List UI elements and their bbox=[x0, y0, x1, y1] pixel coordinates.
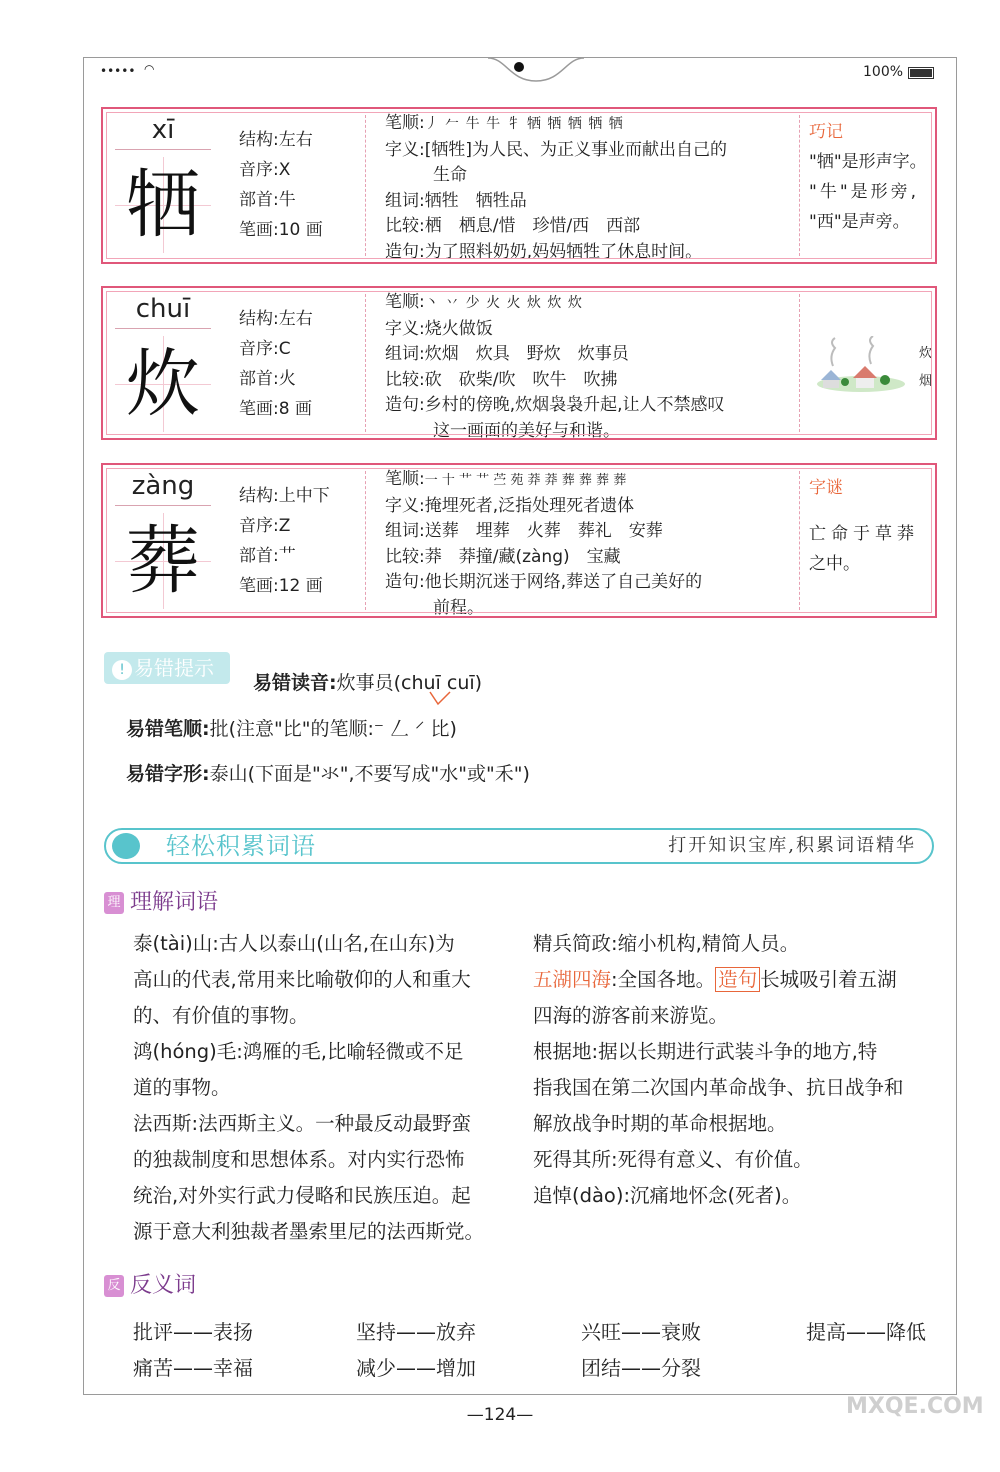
char-strokes: 笔画:10 画 bbox=[239, 220, 323, 240]
char-info bbox=[239, 125, 323, 245]
char-radical: 部首:艹 bbox=[239, 546, 296, 566]
tip-reading-text: 炊事员(chuī cuī) bbox=[336, 672, 483, 694]
tip-stroke bbox=[126, 714, 457, 741]
entry-line: 四海的游客前来游览。 bbox=[533, 1004, 729, 1027]
antonym-pair: 兴旺——衰败 bbox=[581, 1320, 701, 1344]
section-banner bbox=[104, 828, 934, 864]
meaning: 字义:掩埋死者,泛指处理死者遗体 bbox=[385, 495, 635, 516]
entry-line: 统治,对外实行武力侵略和民族压迫。起 bbox=[133, 1184, 471, 1207]
entry-line: 指我国在第二次国内革命战争、抗日战争和 bbox=[533, 1076, 904, 1099]
riddle-line: 之中。 bbox=[809, 554, 860, 574]
riddle-tag: 字谜 bbox=[809, 478, 843, 498]
char-sound-order: 音序:Z bbox=[239, 516, 291, 536]
riddle bbox=[809, 473, 933, 579]
sentence-cont: 这一画面的美好与和谐。 bbox=[433, 420, 620, 441]
entry-line: 精兵简政:缩小机构,精简人员。 bbox=[533, 932, 800, 955]
divider bbox=[799, 115, 800, 256]
stroke-order: 丶 丷 少 火 火 炏 炊 炊 bbox=[424, 295, 583, 311]
divider bbox=[799, 471, 800, 610]
understand-right-column bbox=[533, 926, 937, 1214]
status-bar bbox=[100, 64, 940, 84]
sentence-cont: 前程。 bbox=[433, 597, 484, 618]
char-card-chui bbox=[101, 286, 937, 440]
mnemonic-line: "西"是声旁。 bbox=[809, 212, 910, 232]
char-column bbox=[103, 465, 221, 616]
char-structure: 结构:左右 bbox=[239, 130, 313, 150]
example-sentence: 长城吸引着五湖 bbox=[760, 968, 897, 991]
antonym-pair: 提高——降低 bbox=[806, 1320, 926, 1344]
char-sound-order: 音序:C bbox=[239, 339, 291, 359]
divider bbox=[365, 471, 366, 610]
wifi-icon: ◠ bbox=[144, 62, 155, 76]
entry-line: 高山的代表,常用来比喻敬仰的人和重大 bbox=[133, 968, 471, 991]
village-smoke-illustration bbox=[813, 336, 909, 396]
tip-form bbox=[126, 759, 530, 786]
alert-icon: ! bbox=[112, 660, 132, 680]
section-icon: 理 bbox=[104, 892, 124, 914]
char-details bbox=[385, 290, 785, 444]
understand-title: 理解词语 bbox=[130, 890, 219, 915]
divider bbox=[799, 294, 800, 432]
term-definition: :全国各地。 bbox=[611, 968, 716, 991]
pinyin-rule bbox=[115, 328, 211, 329]
stroke-order-row bbox=[385, 467, 785, 494]
signal-icon: ••••• bbox=[100, 64, 136, 78]
mnemonic-line: "牛"是形旁, bbox=[809, 182, 920, 202]
antonyms-heading bbox=[104, 1268, 196, 1299]
banner-title: 轻松积累词语 bbox=[166, 832, 316, 860]
char-structure: 结构:左右 bbox=[239, 309, 313, 329]
char-card-xi bbox=[101, 107, 937, 264]
antonym-pair: 批评——表扬 bbox=[133, 1320, 253, 1344]
mnemonic bbox=[809, 117, 933, 237]
sentence-tag: 造句 bbox=[715, 967, 760, 992]
page-number: —124— bbox=[466, 1405, 534, 1425]
battery-level: 100% bbox=[863, 64, 904, 80]
section-icon: 反 bbox=[104, 1275, 124, 1297]
understand-left-column bbox=[133, 926, 513, 1250]
entry-line: 泰(tài)山:古人以泰山(山名,在山东)为 bbox=[133, 932, 455, 955]
char-details bbox=[385, 111, 785, 265]
char-glyph: 牺 bbox=[115, 157, 211, 253]
pinyin-rule bbox=[115, 505, 211, 506]
word-group: 组词:炊烟 炊具 野炊 炊事员 bbox=[385, 344, 629, 364]
entry-line: 死得其所:死得有意义、有价值。 bbox=[533, 1148, 813, 1171]
char-info bbox=[239, 481, 330, 601]
char-column bbox=[103, 109, 221, 262]
error-tip-title: 易错提示 bbox=[134, 656, 214, 680]
meaning-cont: 生命 bbox=[433, 165, 467, 185]
tip-form-text: 泰山(下面是"氺",不要写成"水"或"禾") bbox=[209, 763, 530, 785]
char-glyph: 葬 bbox=[115, 513, 211, 609]
highlight-term: 五湖四海 bbox=[533, 968, 612, 991]
tip-form-label: 易错字形: bbox=[126, 763, 210, 785]
compare: 比较:莽 莽撞/藏(zàng) 宝藏 bbox=[385, 546, 621, 567]
mnemonic-line: "牺"是形声字。 bbox=[809, 152, 927, 172]
char-column bbox=[103, 288, 221, 438]
antonym-pair: 痛苦——幸福 bbox=[133, 1356, 253, 1380]
char-info bbox=[239, 304, 313, 424]
antonym-pair: 坚持——放弃 bbox=[356, 1320, 476, 1344]
compare: 比较:砍 砍柴/吹 吹牛 吹拂 bbox=[385, 369, 618, 390]
char-pinyin: xī bbox=[151, 115, 175, 145]
char-pinyin: zàng bbox=[131, 471, 195, 501]
meaning: 字义:[牺牲]为人民、为正义事业而献出自己的 bbox=[385, 139, 727, 160]
entry-line: 追悼(dào):沉痛地怀念(死者)。 bbox=[533, 1184, 802, 1207]
char-glyph: 炊 bbox=[115, 336, 211, 432]
entry-line: 鸿(hóng)毛:鸿雁的毛,比喻轻微或不足 bbox=[133, 1040, 464, 1063]
treasure-icon bbox=[112, 833, 140, 859]
meaning: 字义:烧火做饭 bbox=[385, 318, 493, 339]
stroke-order: 丿 𠂉 牛 牛 牜 牺 牺 牺 牺 牺 bbox=[424, 116, 624, 132]
char-radical: 部首:牛 bbox=[239, 190, 296, 210]
pinyin-rule bbox=[115, 149, 211, 150]
entry-line-wuhu bbox=[533, 962, 937, 998]
char-sound-order: 音序:X bbox=[239, 160, 291, 180]
char-strokes: 笔画:12 画 bbox=[239, 576, 323, 596]
divider bbox=[365, 294, 366, 432]
illustration-caption bbox=[919, 340, 932, 396]
entry-line: 根据地:据以长期进行武装斗争的地方,特 bbox=[533, 1040, 878, 1063]
battery-icon bbox=[908, 67, 934, 79]
stroke-order-label: 笔顺: bbox=[385, 469, 425, 489]
error-tip-badge bbox=[104, 652, 230, 684]
stroke-order: 一 十 艹 艹 苎 苑 莽 莽 葬 葬 葬 葬 bbox=[424, 473, 627, 488]
compare: 比较:栖 栖息/惜 珍惜/西 西部 bbox=[385, 216, 641, 236]
char-radical: 部首:火 bbox=[239, 369, 296, 389]
char-details bbox=[385, 467, 785, 621]
antonyms-title: 反义词 bbox=[130, 1273, 197, 1298]
entry-line: 道的事物。 bbox=[133, 1076, 231, 1099]
entry-line: 的、有价值的事物。 bbox=[133, 1004, 309, 1027]
antonym-pair: 减少——增加 bbox=[356, 1356, 476, 1380]
tip-stroke-text: 批(注意"比"的笔顺:⁻ 𠃋 ⸍ 比) bbox=[209, 718, 457, 740]
divider bbox=[365, 115, 366, 256]
stroke-order-row bbox=[385, 111, 785, 138]
tip-stroke-label: 易错笔顺: bbox=[126, 718, 210, 740]
riddle-line: 亡命于草莽 bbox=[809, 524, 919, 544]
word-group: 组词:牺牲 牺牲品 bbox=[385, 190, 527, 211]
caption-char: 炊 bbox=[919, 346, 933, 361]
word-group: 组词:送葬 埋葬 火葬 葬礼 安葬 bbox=[385, 521, 663, 541]
watermark: MXQE.COM bbox=[846, 1394, 984, 1419]
tip-reading-label: 易错读音: bbox=[253, 672, 337, 694]
banner-slogan: 打开知识宝库,积累词语精华 bbox=[668, 835, 916, 856]
char-pinyin: chuī bbox=[135, 294, 191, 324]
char-strokes: 笔画:8 画 bbox=[239, 399, 312, 419]
char-card-zang bbox=[101, 463, 937, 618]
entry-line: 的独裁制度和思想体系。对内实行恐怖 bbox=[133, 1148, 465, 1171]
entry-line: 法西斯:法西斯主义。一种最反动最野蛮 bbox=[133, 1112, 472, 1135]
entry-line: 源于意大利独裁者墨索里尼的法西斯党。 bbox=[133, 1220, 485, 1243]
stroke-order-row bbox=[385, 290, 785, 317]
entry-line: 解放战争时期的革命根据地。 bbox=[533, 1112, 787, 1135]
sentence: 造句:为了照料奶奶,妈妈牺牲了休息时间。 bbox=[385, 241, 703, 262]
caption-char: 烟 bbox=[919, 374, 933, 389]
understand-heading bbox=[104, 885, 218, 916]
antonym-pair: 团结——分裂 bbox=[581, 1356, 701, 1380]
stroke-order-label: 笔顺: bbox=[385, 113, 425, 133]
char-structure: 结构:上中下 bbox=[239, 486, 330, 506]
check-mark-icon bbox=[428, 690, 452, 706]
stroke-order-label: 笔顺: bbox=[385, 292, 425, 312]
sentence: 造句:他长期沉迷于网络,葬送了自己美好的 bbox=[385, 572, 703, 592]
mnemonic-tag: 巧记 bbox=[809, 122, 843, 142]
sentence: 造句:乡村的傍晚,炊烟袅袅升起,让人不禁感叹 bbox=[385, 395, 725, 415]
